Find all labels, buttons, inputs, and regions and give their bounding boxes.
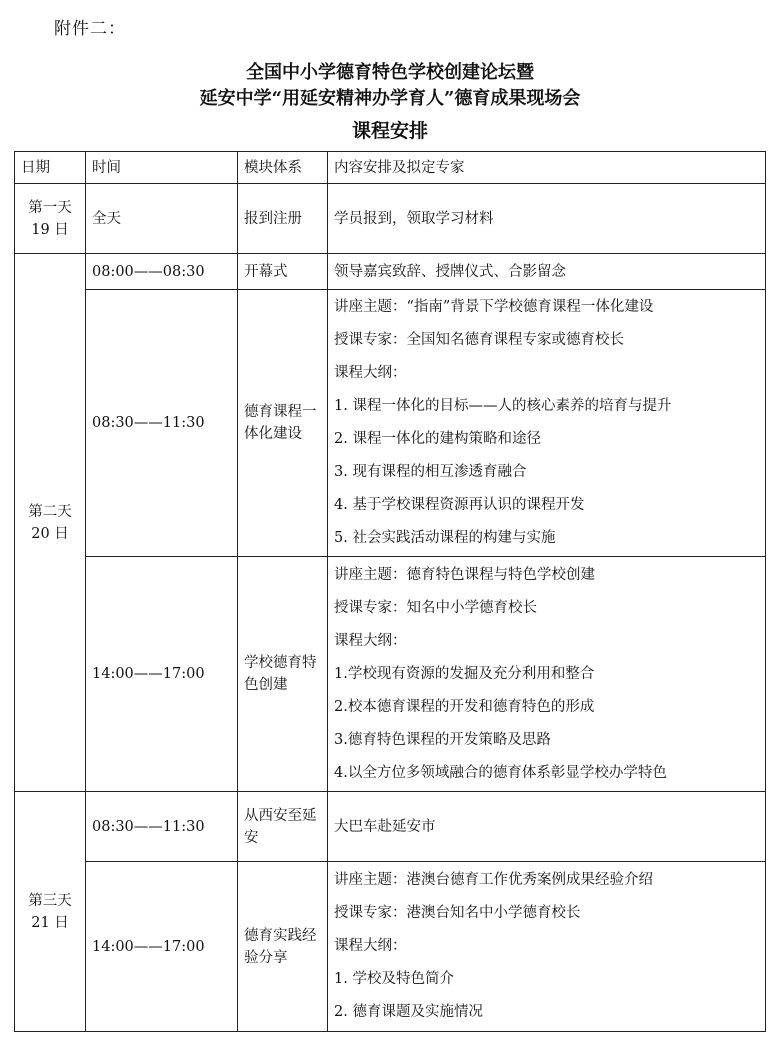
content-line: 课程大纲： [334, 938, 407, 954]
day1-date-line1: 第一天 [28, 199, 72, 216]
content-line: 课程大纲： [334, 632, 407, 649]
day3-date-line2: 21 日 [31, 914, 69, 931]
document-title [0, 60, 780, 144]
day3-s1-time: 08:30——11:30 [86, 792, 238, 862]
day3-s1-module: 从西安至延安 [238, 792, 328, 862]
day2-s2-content [328, 290, 766, 557]
content-line: 授课专家：港澳台知名中小学德育校长 [334, 905, 581, 921]
content-line: 1.学校现有资源的发掘及充分利用和整合 [334, 665, 595, 682]
day2-s1-content: 领导嘉宾致辞、授牌仪式、合影留念 [328, 254, 766, 290]
table-row [15, 557, 766, 792]
header-time: 时间 [86, 152, 238, 184]
table-row [15, 792, 766, 862]
content-line: 2. 课程一体化的建构策略和途径 [334, 431, 541, 447]
title-line-1: 全国中小学德育特色学校创建论坛暨 [246, 62, 534, 83]
table-row [15, 862, 766, 1032]
content-line: 4.以全方位多领域融合的德育体系彰显学校办学特色 [334, 764, 667, 781]
content-line: 讲座主题：“指南”背景下学校德育课程一体化建设 [334, 299, 654, 315]
content-line: 授课专家：知名中小学德育校长 [334, 599, 537, 616]
day3-s2-module: 德育实践经验分享 [238, 862, 328, 1032]
content-line: 3.德育特色课程的开发策略及思路 [334, 731, 551, 748]
header-content: 内容安排及拟定专家 [328, 152, 766, 184]
day3-s2-time: 14:00——17:00 [86, 862, 238, 1032]
day2-s3-content [328, 557, 766, 792]
table-row [15, 184, 766, 254]
day3-s2-content [328, 862, 766, 1032]
day2-s2-module: 德育课程一体化建设 [238, 290, 328, 557]
day1-time: 全天 [86, 184, 238, 254]
day1-date [15, 184, 86, 254]
day2-s3-time: 14:00——17:00 [86, 557, 238, 792]
day1-content: 学员报到，领取学习材料 [328, 184, 766, 254]
content-line: 2. 德育课题及实施情况 [334, 1004, 483, 1020]
day2-date-line1: 第二天 [28, 503, 72, 520]
table-row [15, 290, 766, 557]
day2-date-line2: 20 日 [31, 525, 69, 542]
header-date: 日期 [15, 152, 86, 184]
content-line: 1. 学校及特色简介 [334, 971, 454, 987]
content-line: 1. 课程一体化的目标——人的核心素养的培育与提升 [334, 398, 672, 414]
day2-s1-module: 开幕式 [238, 254, 328, 290]
content-line: 课程大纲： [334, 365, 407, 381]
content-line: 讲座主题：德育特色课程与特色学校创建 [334, 566, 595, 583]
content-line: 3. 现有课程的相互渗透育融合 [334, 464, 527, 480]
content-line: 讲座主题：港澳台德育工作优秀案例成果经验介绍 [334, 872, 653, 888]
content-line: 4. 基于学校课程资源再认识的课程开发 [334, 497, 585, 513]
table-row [15, 254, 766, 290]
header-row [15, 152, 766, 184]
day1-date-line2: 19 日 [31, 221, 69, 238]
day2-s1-time: 08:00——08:30 [86, 254, 238, 290]
content-line: 授课专家：全国知名德育课程专家或德育校长 [334, 332, 624, 348]
day3-date [15, 792, 86, 1032]
content-line: 5. 社会实践活动课程的构建与实施 [334, 530, 556, 546]
day2-s3-module: 学校德育特色创建 [238, 557, 328, 792]
title-line-2: 延安中学“用延安精神办学育人”德育成果现场会 [199, 88, 581, 109]
day2-date [15, 254, 86, 792]
header-module: 模块体系 [238, 152, 328, 184]
day3-date-line1: 第三天 [28, 892, 72, 909]
content-line: 2.校本德育课程的开发和德育特色的形成 [334, 698, 595, 715]
attachment-label: 附件二： [54, 19, 126, 39]
schedule-table [14, 151, 766, 1032]
day3-s1-content: 大巴车赴延安市 [328, 792, 766, 862]
day2-s2-time: 08:30——11:30 [86, 290, 238, 557]
day1-module: 报到注册 [238, 184, 328, 254]
title-line-3: 课程安排 [351, 120, 428, 142]
